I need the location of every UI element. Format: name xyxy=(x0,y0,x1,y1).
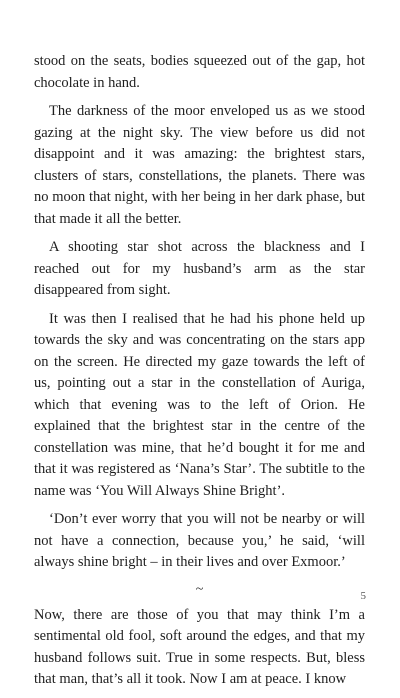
paragraph: It was then I realised that he had his phone held up towards the sky and was concentrating on the stars app on the screen. He directed my gaze towards the left of us, pointing out a star in the constellation of Auriga, which that evening was to the left of Orion. He explained that the brightest star in the centre of the constellation was mine, that he’d bought it for me and that it was registered as ‘Nana’s Star’. The subtitle to the name was ‘You Will Always Shine Bright’. xyxy=(34,310,365,499)
body-text xyxy=(34,51,365,698)
section-separator: ~ xyxy=(195,581,204,597)
page-number: 5 xyxy=(360,590,366,602)
paragraph: stood on the seats, bodies squeezed out of the gap, hot chocolate in hand. xyxy=(34,53,365,91)
paragraph: Now, there are those of you that may think I’m a sentimental old fool, soft around the edges, and that my husband follows suit. True in some respects. But, bless that man, that’s all it took. Now I am at peace. I know xyxy=(34,606,365,687)
paragraph: ‘Don’t ever worry that you will not be nearby or will not have a connection, because you,’ he said, ‘will always shine bright – in their lives and over Exmoor.’ xyxy=(34,511,365,570)
paragraph: A shooting star shot across the blackness and I reached out for my husband’s arm as the star disappeared from sight. xyxy=(34,239,365,298)
paragraph: The darkness of the moor enveloped us as we stood gazing at the night sky. The view before us did not disappoint and it was amazing: the brightest stars, clusters of stars, constellations, the planets. There was no moon that night, with her being in her dark phase, but that made it all the better. xyxy=(34,103,365,227)
